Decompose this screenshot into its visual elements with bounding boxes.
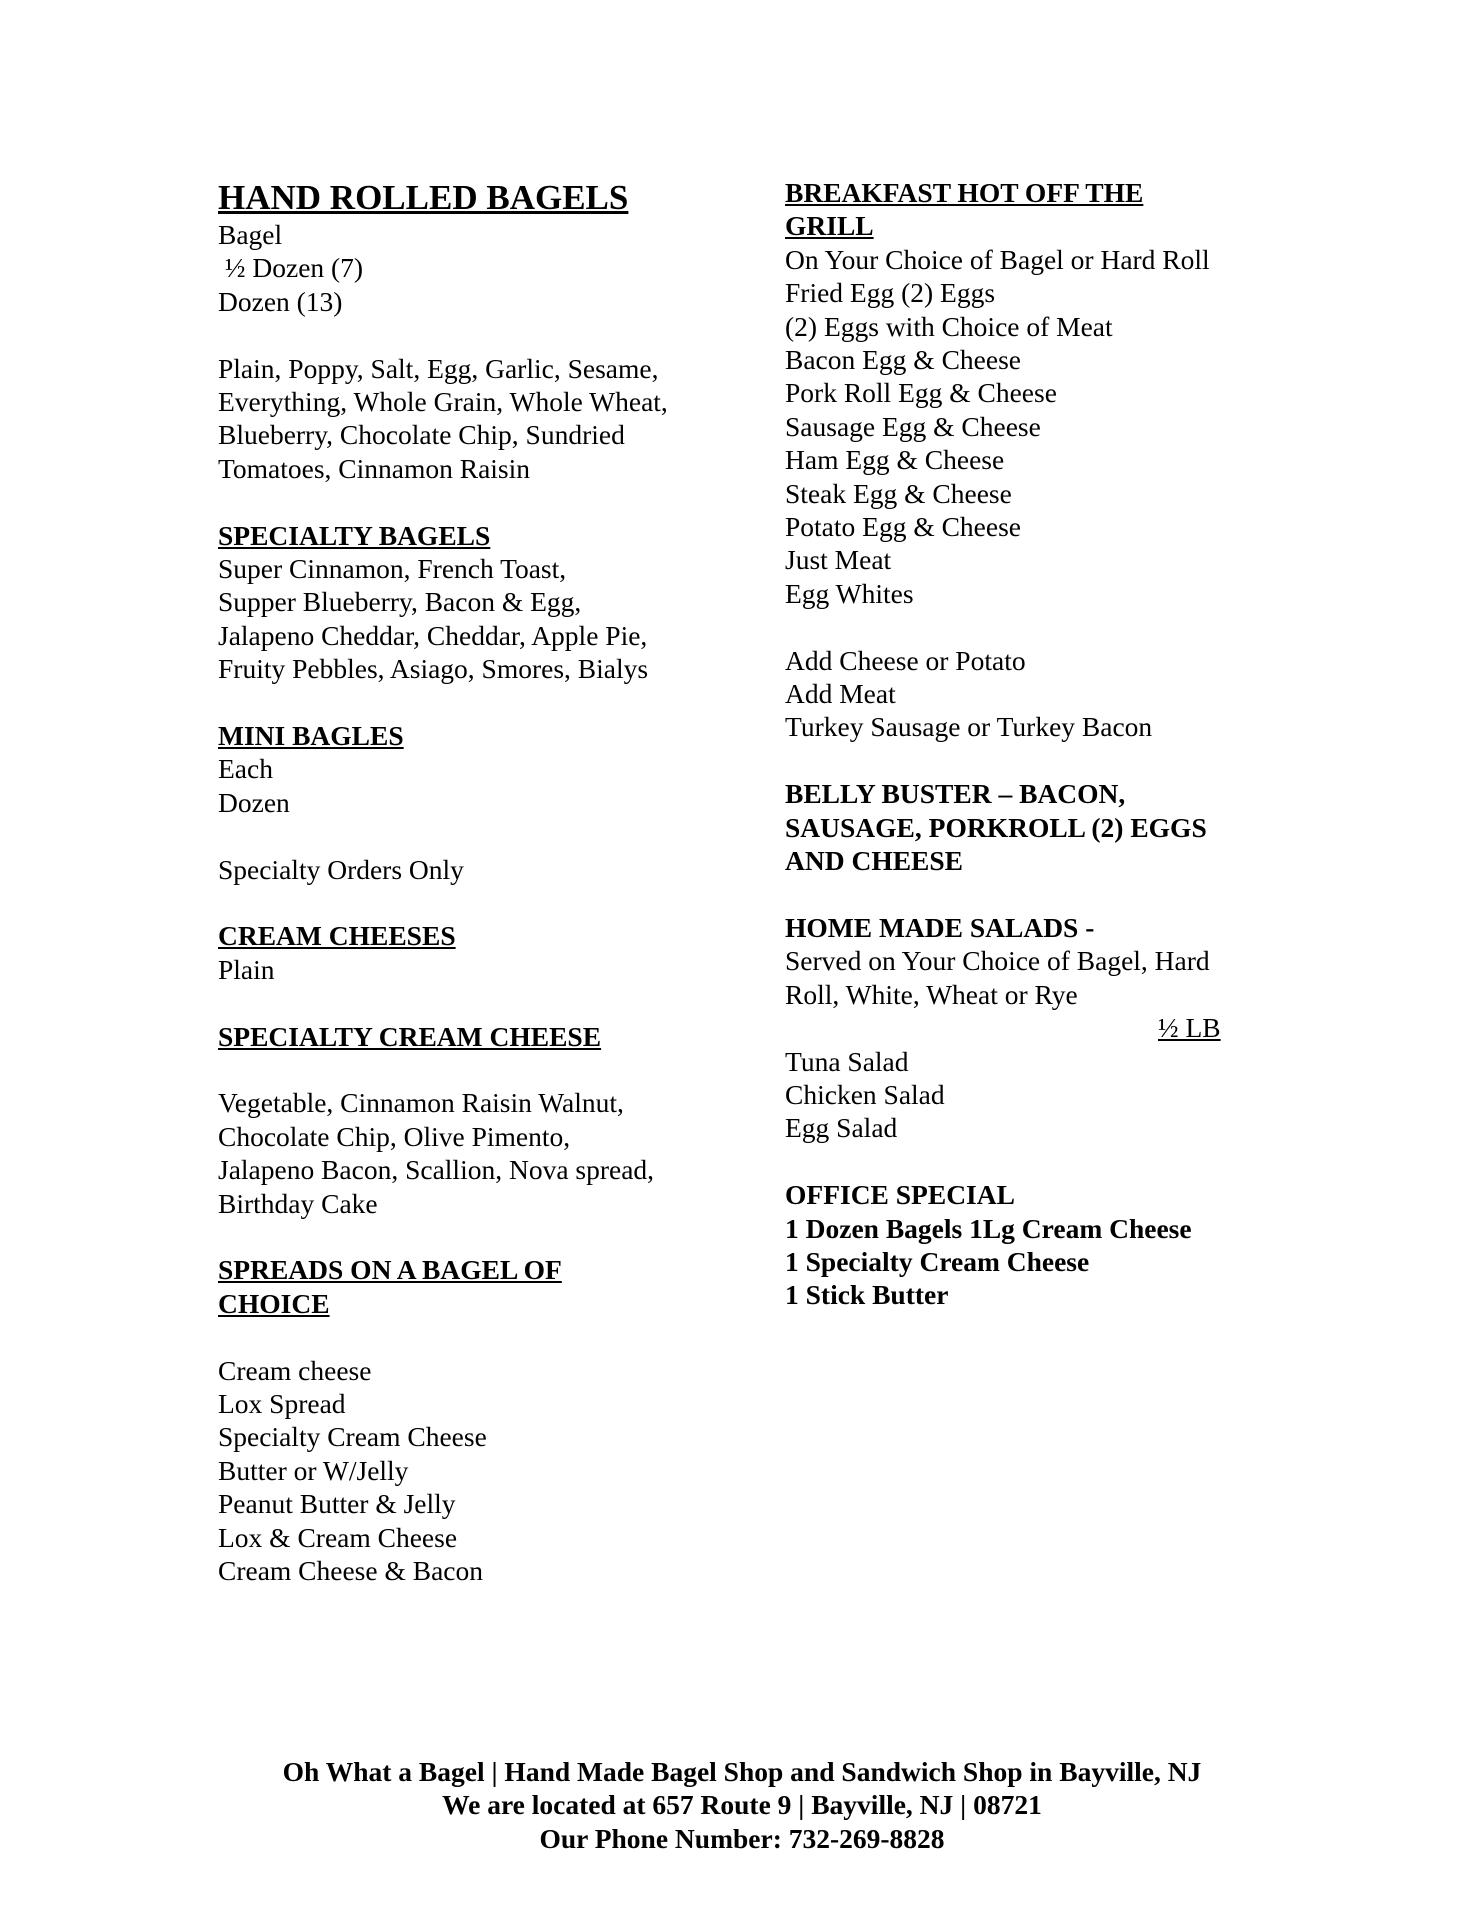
specialty-orders-note: Specialty Orders Only [218,853,464,885]
menu-item: Peanut Butter & Jelly [218,1488,456,1520]
specialty-bagels-section [218,519,738,686]
flavors-line: Blueberry, Chocolate Chip, Sundried [218,419,625,451]
mini-bagles-title: MINI BAGLES [218,720,404,752]
menu-item: Plain [218,953,275,985]
menu-item: Chicken Salad [785,1078,945,1110]
specialty-cream-cheese-title: SPECIALTY CREAM CHEESE [218,1020,602,1052]
menu-item: ½ Dozen (7) [218,252,364,284]
flavors-line: Plain, Poppy, Salt, Egg, Garlic, Sesame, [218,352,659,384]
menu-item: Each [218,753,273,785]
specialty-cream-cheese-line: Birthday Cake [218,1187,378,1219]
addon-item: Add Cheese or Potato [785,644,1026,676]
menu-item: Bacon Egg & Cheese [785,344,1021,376]
office-special-section [785,1178,1345,1312]
right-column [785,176,1345,1312]
menu-item: Tuna Salad [785,1045,909,1077]
home-made-salads-section [785,911,1345,1145]
menu-item: Dozen [218,786,290,818]
footer [0,1755,1484,1855]
menu-item: Butter or W/Jelly [218,1454,409,1486]
menu-item: On Your Choice of Bagel or Hard Roll [785,243,1210,275]
breakfast-section [785,176,1345,744]
office-special-title: OFFICE SPECIAL [785,1179,1015,1211]
mini-bagles-section [218,719,738,886]
office-special-item: 1 Dozen Bagels 1Lg Cream Cheese [785,1212,1192,1244]
spreads-title-line2: CHOICE [218,1287,330,1319]
office-special-item: 1 Specialty Cream Cheese [785,1245,1090,1277]
breakfast-title-line2: GRILL [785,210,874,242]
specialty-cream-cheese-line: Vegetable, Cinnamon Raisin Walnut, [218,1087,624,1119]
menu-item: Cream Cheese & Bacon [218,1555,483,1587]
belly-buster-line: AND CHEESE [785,845,964,877]
left-column [218,176,738,1588]
menu-item: Lox Spread [218,1388,346,1420]
home-made-salads-title: HOME MADE SALADS - [785,911,1095,943]
menu-item: Lox & Cream Cheese [218,1521,458,1553]
hand-rolled-bagels-section [218,178,738,485]
menu-item: Pork Roll Egg & Cheese [785,377,1057,409]
hand-rolled-bagels-title: HAND ROLLED BAGELS [218,178,629,217]
menu-item: Just Meat [785,544,892,576]
footer-phone-line: Our Phone Number: 732-269-8828 [539,1822,945,1854]
menu-item: Egg Salad [785,1112,898,1144]
menu-item: Specialty Cream Cheese [218,1421,487,1453]
salads-description: Roll, White, Wheat or Rye [785,978,1078,1010]
menu-item: Ham Egg & Cheese [785,444,1005,476]
flavors-line: Everything, Whole Grain, Whole Wheat, [218,386,668,418]
cream-cheeses-section [218,919,738,986]
specialty-bagels-line: Jalapeno Cheddar, Cheddar, Apple Pie, [218,619,648,651]
specialty-bagels-line: Fruity Pebbles, Asiago, Smores, Bialys [218,653,649,685]
menu-item: Egg Whites [785,577,914,609]
spreads-title-line1: SPREADS ON A BAGEL OF [218,1254,562,1286]
breakfast-title-line1: BREAKFAST HOT OFF THE [785,177,1144,208]
flavors-line: Tomatoes, Cinnamon Raisin [218,452,531,484]
specialty-cream-cheese-section [218,1020,738,1220]
menu-item: (2) Eggs with Choice of Meat [785,310,1113,342]
specialty-bagels-title: SPECIALTY BAGELS [218,519,491,551]
salads-description: Served on Your Choice of Bagel, Hard [785,945,1210,977]
menu-item: Fried Egg (2) Eggs [785,277,996,309]
belly-buster-line: BELLY BUSTER – BACON, [785,778,1126,810]
menu-item: Steak Egg & Cheese [785,477,1012,509]
belly-buster-section [785,777,1345,877]
addon-item: Add Meat [785,678,896,710]
specialty-bagels-line: Super Cinnamon, French Toast, [218,553,567,585]
menu-item: Potato Egg & Cheese [785,511,1022,543]
menu-item: Bagel [218,219,283,250]
menu-item: Dozen (13) [218,285,343,317]
addon-item: Turkey Sausage or Turkey Bacon [785,711,1153,743]
spreads-section [218,1253,738,1587]
footer-address-line: We are located at 657 Route 9 | Bayville, NJ | 08721 [442,1789,1042,1821]
specialty-cream-cheese-line: Jalapeno Bacon, Scallion, Nova spread, [218,1154,655,1186]
menu-item: Cream cheese [218,1354,372,1386]
half-pound-label: ½ LB [1158,1012,1221,1044]
specialty-bagels-line: Supper Blueberry, Bacon & Egg, [218,586,582,618]
specialty-cream-cheese-line: Chocolate Chip, Olive Pimento, [218,1120,571,1152]
footer-business-line: Oh What a Bagel | Hand Made Bagel Shop and Sandwich Shop in Bayville, NJ [282,1756,1202,1787]
belly-buster-line: SAUSAGE, PORKROLL (2) EGGS [785,811,1207,843]
menu-item: Sausage Egg & Cheese [785,410,1041,442]
office-special-item: 1 Stick Butter [785,1279,949,1311]
cream-cheeses-title: CREAM CHEESES [218,920,456,952]
